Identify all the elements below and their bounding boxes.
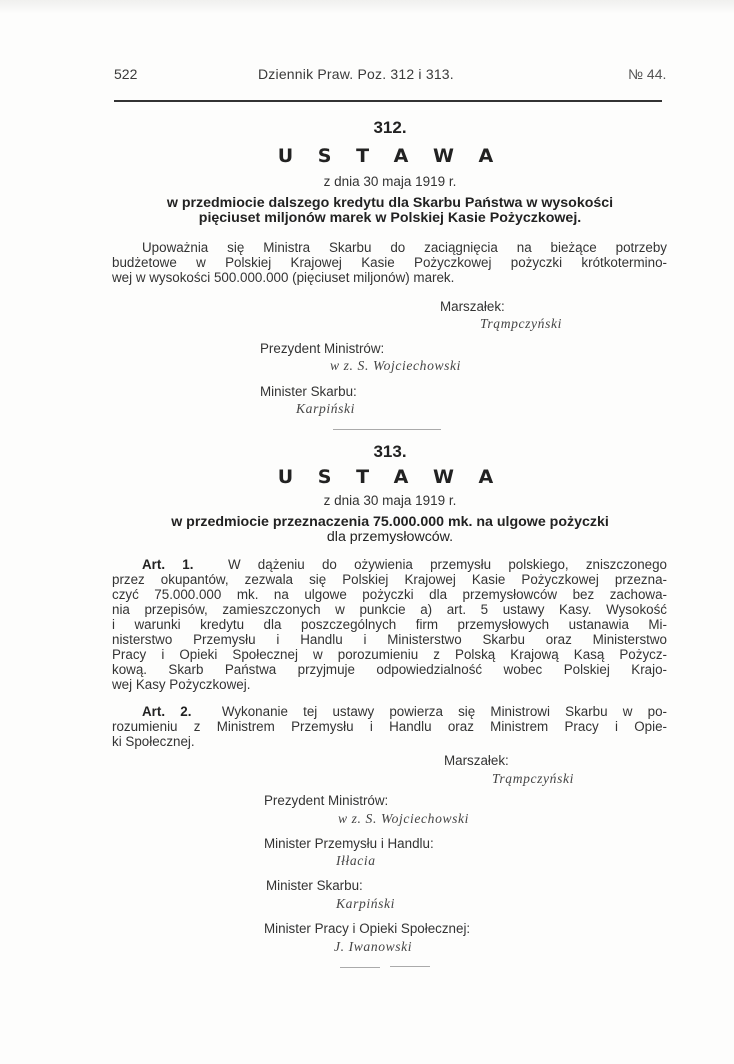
article-line: Art. 1. W dążeniu do ożywienia przemysłu polskiego, zniszczonego [142, 557, 667, 572]
signature-name: Iłłacia [336, 853, 376, 868]
act-title-line: w przedmiocie dalszego kredytu dla Skarbu Państwa w wysokości [166, 195, 614, 211]
article-label: Art. 1. [142, 557, 194, 572]
article-line: czyć 75.000.000 mk. na ulgowe pożyczki dla przemysłowców bez zachowa- [112, 587, 667, 602]
body-line: wej w wysokości 500.000.000 (pięciuset miljonów) marek. [112, 270, 455, 285]
act-title [100, 196, 680, 226]
section-divider [340, 967, 380, 968]
article-label: Art. 2. [142, 704, 192, 719]
signature-label: Prezydent Ministrów: [264, 793, 389, 808]
article-line: nia przepisów, zamieszczonych w punkcie a) art. 5 ustawy Kasy. Wysokość [112, 602, 667, 617]
article-2 [112, 704, 667, 749]
article-line: wej Kasy Pożyczkowej. [112, 677, 251, 692]
act-title-line: dla przemysłowców. [326, 529, 454, 545]
act-number: 313. [373, 442, 407, 461]
signature-label: Minister Skarbu: [266, 878, 363, 893]
article-line: przez okupantów, zezwala się Polskiej Krajowej Kasie Pożyczkowej przezna- [112, 572, 667, 587]
act-date: z dnia 30 maja 1919 r. [323, 174, 457, 189]
act-title-line: w przedmiocie przeznaczenia 75.000.000 mk. na ulgowe pożyczki [171, 514, 609, 530]
signature-name: w z. S. Wojciechowski [338, 811, 470, 826]
signature-name: Karpiński [296, 401, 356, 416]
signature-name: Karpiński [336, 896, 396, 911]
article-1 [112, 557, 667, 692]
signature-name: Trąmpczyński [480, 316, 562, 331]
act-type-heading: U S T A W A [277, 466, 503, 488]
signature-name: w z. S. Wojciechowski [330, 358, 462, 373]
article-line: kową. Skarb Państwa przyjmuje odpowiedzialność wobec Polskiej Krajo- [112, 662, 667, 677]
signature-label: Marszałek: [444, 753, 509, 768]
body-line: budżetowe w Polskiej Krajowej Kasie Pożyczkowej pożyczki krótkotermino- [112, 255, 667, 270]
signature-label: Minister Skarbu: [260, 384, 357, 399]
page-number: 522 [114, 66, 138, 82]
act-body [112, 240, 667, 285]
section-divider [333, 429, 441, 430]
article-line: nisterstwo Przemysłu i Handlu i Ministerstwo Skarbu oraz Ministerstwo [112, 632, 667, 647]
article-line: Pracy i Opieki Społecznej w porozumieniu z Polską Krajową Kasą Pożycz- [112, 647, 667, 662]
signature-label: Marszałek: [440, 299, 505, 314]
article-line: rozumieniu z Ministrem Przemysłu i Handlu oraz Ministrem Pracy i Opie- [112, 719, 667, 734]
signature-name: Trąmpczyński [492, 771, 574, 786]
article-line: i warunki kredytu dla poszczególnych firm przemysłowych ustanawia Mi- [112, 617, 667, 632]
signature-name: J. Iwanowski [334, 939, 413, 954]
act-title-line: pięciuset miljonów marek w Polskiej Kasie Pożyczkowej. [198, 210, 582, 226]
act-number: 312. [373, 118, 407, 137]
act-date: z dnia 30 maja 1919 r. [323, 493, 457, 508]
section-divider [390, 966, 430, 967]
signature-label: Minister Przemysłu i Handlu: [264, 836, 434, 851]
body-line: Upoważnia się Ministra Skarbu do zaciągnięcia na bieżące potrzeby [142, 240, 667, 255]
signature-label: Prezydent Ministrów: [260, 341, 385, 356]
header-rule [114, 100, 662, 102]
issue-number: № 44. [628, 66, 667, 82]
act-type-heading: U S T A W A [277, 145, 503, 167]
scan-edge [0, 0, 734, 14]
act-title [100, 515, 680, 545]
journal-reference: Dziennik Praw. Poz. 312 i 313. [258, 66, 454, 82]
article-line: Art. 2. Wykonanie tej ustawy powierza się Ministrowi Skarbu w po- [142, 704, 667, 719]
signature-label: Minister Pracy i Opieki Społecznej: [264, 921, 471, 936]
article-line: ki Społecznej. [112, 734, 195, 749]
